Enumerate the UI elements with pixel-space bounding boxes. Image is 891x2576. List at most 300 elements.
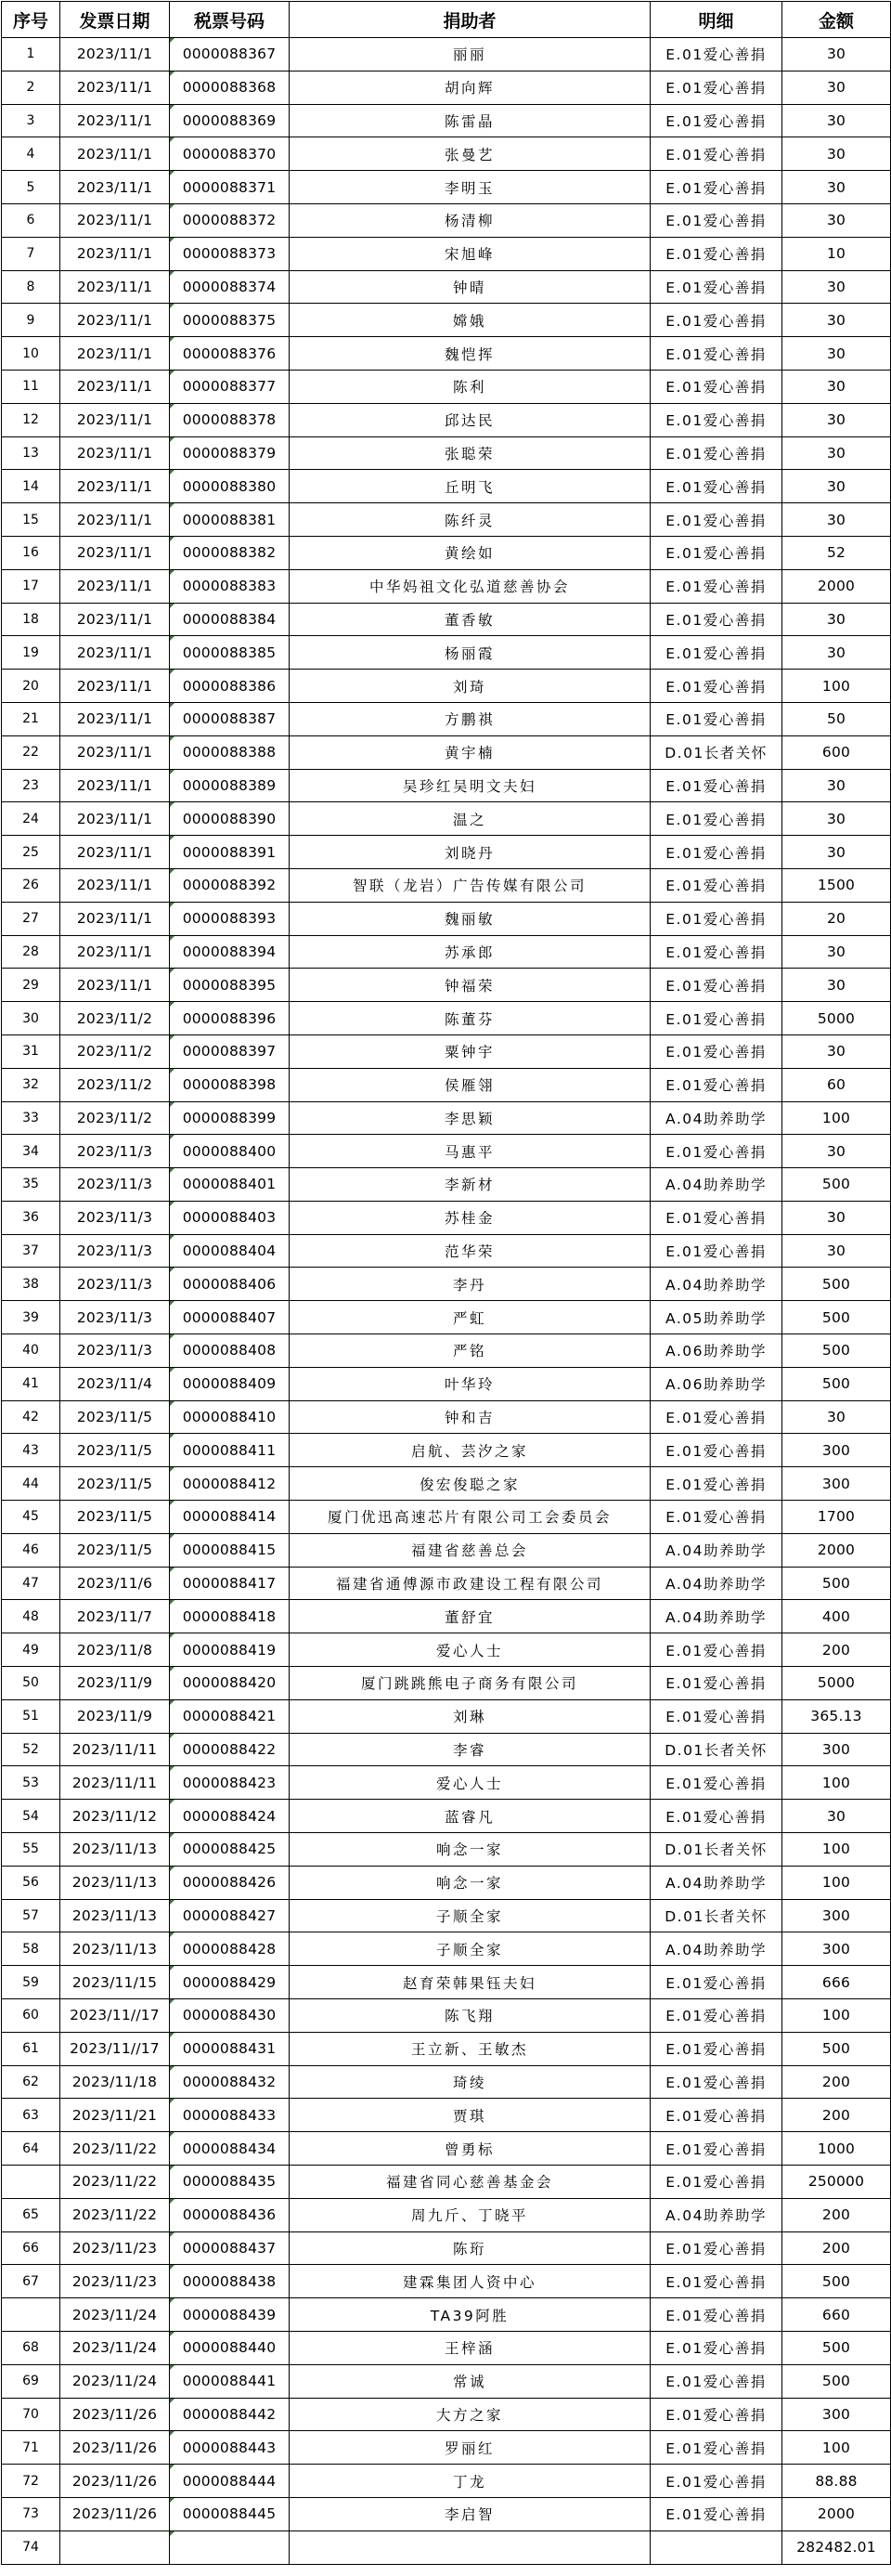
header-amount: 金额 xyxy=(782,2,891,38)
cell-date: 2023/11/11 xyxy=(60,1766,170,1800)
table-row xyxy=(2,1932,891,1966)
cell-donor: 吴珍红吴明文夫妇 xyxy=(290,769,651,802)
cell-date: 2023/11/2 xyxy=(60,1101,170,1135)
cell-donor: 粟钟宇 xyxy=(290,1034,651,1068)
cell-invoice-no: 0000088409 xyxy=(170,1367,290,1400)
cell-date: 2023/11/13 xyxy=(60,1932,170,1966)
cell-amount: 300 xyxy=(782,1434,891,1467)
table-row xyxy=(2,1301,891,1334)
cell-detail: E.01爱心善捐 xyxy=(651,403,782,436)
cell-seq: 10 xyxy=(2,337,60,371)
cell-donor: 张曼艺 xyxy=(290,137,651,171)
cell-detail: E.01爱心善捐 xyxy=(651,2331,782,2364)
cell-amount: 20 xyxy=(782,902,891,935)
cell-seq: 26 xyxy=(2,868,60,902)
cell-amount: 30 xyxy=(782,104,891,137)
cell-invoice-no: 0000088429 xyxy=(170,1966,290,1999)
cell-invoice-no: 0000088431 xyxy=(170,2032,290,2065)
cell-seq: 12 xyxy=(2,403,60,436)
cell-detail: E.01爱心善捐 xyxy=(651,1467,782,1501)
cell-donor: 范华荣 xyxy=(290,1234,651,1268)
cell-donor: 俊宏俊聪之家 xyxy=(290,1467,651,1501)
cell-detail: E.01爱心善捐 xyxy=(651,38,782,72)
cell-amount: 660 xyxy=(782,2298,891,2332)
cell-amount: 30 xyxy=(782,403,891,436)
cell-seq: 4 xyxy=(2,137,60,171)
cell-date: 2023/11/1 xyxy=(60,71,170,104)
cell-detail: E.01爱心善捐 xyxy=(651,2497,782,2530)
cell-amount: 200 xyxy=(782,2231,891,2265)
cell-donor: 中华妈祖文化弘道慈善协会 xyxy=(290,569,651,603)
cell-date: 2023/11/15 xyxy=(60,1966,170,1999)
cell-invoice-no: 0000088441 xyxy=(170,2364,290,2398)
header-date: 发票日期 xyxy=(60,2,170,38)
table-row xyxy=(2,2298,891,2332)
cell-seq: 9 xyxy=(2,304,60,337)
cell-invoice-no: 0000088403 xyxy=(170,1201,290,1234)
table-row xyxy=(2,1866,891,1899)
cell-donor: TA39阿胜 xyxy=(290,2298,651,2332)
table-row xyxy=(2,470,891,503)
cell-invoice-no: 0000088444 xyxy=(170,2465,290,2498)
table-row xyxy=(2,1168,891,1202)
cell-seq: 8 xyxy=(2,270,60,304)
cell-invoice-no: 0000088371 xyxy=(170,171,290,204)
cell-seq: 41 xyxy=(2,1367,60,1400)
cell-seq: 16 xyxy=(2,536,60,569)
cell-amount: 100 xyxy=(782,1866,891,1899)
cell-date: 2023/11/24 xyxy=(60,2331,170,2364)
cell-seq: 40 xyxy=(2,1334,60,1368)
cell-amount: 2000 xyxy=(782,2497,891,2530)
cell-date: 2023/11/5 xyxy=(60,1501,170,1534)
cell-date: 2023/11//17 xyxy=(60,2032,170,2065)
table-row xyxy=(2,2465,891,2498)
cell-donor: 胡向辉 xyxy=(290,71,651,104)
cell-detail: A.05助养助学 xyxy=(651,1301,782,1334)
cell-detail: E.01爱心善捐 xyxy=(651,1234,782,1268)
cell-donor: 启航、芸汐之家 xyxy=(290,1434,651,1467)
cell-detail: E.01爱心善捐 xyxy=(651,1201,782,1234)
cell-amount: 100 xyxy=(782,670,891,703)
cell-invoice-no: 0000088369 xyxy=(170,104,290,137)
cell-seq: 36 xyxy=(2,1201,60,1234)
cell-amount: 30 xyxy=(782,503,891,537)
table-row xyxy=(2,2198,891,2231)
cell-seq: 53 xyxy=(2,1766,60,1800)
cell-date: 2023/11/8 xyxy=(60,1633,170,1667)
header-invoice-no: 税票号码 xyxy=(170,2,290,38)
cell-invoice-no: 0000088432 xyxy=(170,2065,290,2099)
cell-seq: 28 xyxy=(2,935,60,969)
cell-detail: E.01爱心善捐 xyxy=(651,171,782,204)
cell-donor: 智联（龙岩）广告传媒有限公司 xyxy=(290,868,651,902)
cell-seq: 22 xyxy=(2,735,60,769)
cell-donor: 丘明飞 xyxy=(290,470,651,503)
cell-seq: 46 xyxy=(2,1533,60,1567)
cell-invoice-no: 0000088436 xyxy=(170,2198,290,2231)
cell-donor: 魏恺挥 xyxy=(290,337,651,371)
cell-detail: E.01爱心善捐 xyxy=(651,2431,782,2465)
cell-amount: 30 xyxy=(782,1400,891,1434)
cell-donor: 邱达民 xyxy=(290,403,651,436)
cell-seq: 18 xyxy=(2,603,60,636)
cell-amount: 500 xyxy=(782,1334,891,1368)
cell-amount: 30 xyxy=(782,603,891,636)
table-row xyxy=(2,1467,891,1501)
cell-detail: E.01爱心善捐 xyxy=(651,337,782,371)
cell-invoice-no: 0000088440 xyxy=(170,2331,290,2364)
cell-date: 2023/11/1 xyxy=(60,836,170,869)
cell-date: 2023/11/3 xyxy=(60,1268,170,1301)
cell-seq: 32 xyxy=(2,1068,60,1101)
table-row xyxy=(2,1400,891,1434)
table-row xyxy=(2,702,891,735)
cell-detail: E.01爱心善捐 xyxy=(651,1135,782,1168)
cell-seq: 35 xyxy=(2,1168,60,1202)
cell-invoice-no: 0000088390 xyxy=(170,802,290,836)
cell-seq: 71 xyxy=(2,2431,60,2465)
cell-date: 2023/11/1 xyxy=(60,370,170,403)
cell-invoice-no: 0000088435 xyxy=(170,2166,290,2199)
table-row xyxy=(2,636,891,670)
cell-amount: 500 xyxy=(782,1567,891,1600)
cell-donor: 琦绫 xyxy=(290,2065,651,2099)
cell-invoice-no: 0000088407 xyxy=(170,1301,290,1334)
cell-seq: 24 xyxy=(2,802,60,836)
cell-donor: 赵育荣韩果钰夫妇 xyxy=(290,1966,651,1999)
cell-seq: 1 xyxy=(2,38,60,72)
cell-donor: 贾琪 xyxy=(290,2099,651,2132)
cell-date xyxy=(60,2530,170,2564)
table-row xyxy=(2,1567,891,1600)
cell-amount: 300 xyxy=(782,1932,891,1966)
cell-date: 2023/11/3 xyxy=(60,1334,170,1368)
table-row xyxy=(2,1533,891,1567)
cell-amount: 100 xyxy=(782,1766,891,1800)
cell-donor: 蓝睿凡 xyxy=(290,1800,651,1833)
cell-detail: E.01爱心善捐 xyxy=(651,270,782,304)
cell-seq: 54 xyxy=(2,1800,60,1833)
cell-detail: E.01爱心善捐 xyxy=(651,1633,782,1667)
cell-invoice-no: 0000088400 xyxy=(170,1135,290,1168)
table-row xyxy=(2,569,891,603)
cell-detail: E.01爱心善捐 xyxy=(651,304,782,337)
table-row xyxy=(2,1101,891,1135)
cell-amount: 50 xyxy=(782,702,891,735)
cell-donor: 李明玉 xyxy=(290,171,651,204)
cell-date: 2023/11/9 xyxy=(60,1699,170,1733)
table-row xyxy=(2,802,891,836)
table-row xyxy=(2,503,891,537)
cell-seq: 14 xyxy=(2,470,60,503)
cell-invoice-no: 0000088426 xyxy=(170,1866,290,1899)
table-row xyxy=(2,1633,891,1667)
cell-amount: 30 xyxy=(782,1135,891,1168)
table-row xyxy=(2,1999,891,2033)
cell-date: 2023/11/3 xyxy=(60,1234,170,1268)
cell-seq: 62 xyxy=(2,2065,60,2099)
cell-amount: 5000 xyxy=(782,1002,891,1035)
cell-detail: A.04助养助学 xyxy=(651,1168,782,1202)
cell-donor: 大方之家 xyxy=(290,2398,651,2431)
cell-seq: 69 xyxy=(2,2364,60,2398)
cell-detail: E.01爱心善捐 xyxy=(651,1068,782,1101)
donation-table xyxy=(1,1,891,2565)
table-row xyxy=(2,436,891,470)
table-row xyxy=(2,2265,891,2298)
cell-invoice-no: 0000088410 xyxy=(170,1400,290,1434)
cell-date: 2023/11/24 xyxy=(60,2364,170,2398)
cell-detail: A.04助养助学 xyxy=(651,1101,782,1135)
table-row xyxy=(2,2331,891,2364)
cell-donor: 魏丽敏 xyxy=(290,902,651,935)
cell-amount: 52 xyxy=(782,536,891,569)
cell-donor: 福建省同心慈善基金会 xyxy=(290,2166,651,2199)
table-row xyxy=(2,1833,891,1867)
header-donor: 捐助者 xyxy=(290,2,651,38)
cell-date: 2023/11/13 xyxy=(60,1833,170,1867)
cell-amount: 500 xyxy=(782,1367,891,1400)
cell-amount: 30 xyxy=(782,171,891,204)
cell-amount: 200 xyxy=(782,1633,891,1667)
cell-invoice-no: 0000088419 xyxy=(170,1633,290,1667)
cell-detail: E.01爱心善捐 xyxy=(651,702,782,735)
cell-seq: 21 xyxy=(2,702,60,735)
cell-amount: 300 xyxy=(782,1733,891,1766)
cell-date: 2023/11/22 xyxy=(60,2198,170,2231)
cell-amount: 30 xyxy=(782,636,891,670)
cell-invoice-no: 0000088401 xyxy=(170,1168,290,1202)
table-row xyxy=(2,1002,891,1035)
cell-donor: 子顺全家 xyxy=(290,1899,651,1932)
table-row xyxy=(2,304,891,337)
cell-seq: 44 xyxy=(2,1467,60,1501)
cell-amount: 1500 xyxy=(782,868,891,902)
cell-date: 2023/11/5 xyxy=(60,1434,170,1467)
cell-invoice-no: 0000088434 xyxy=(170,2132,290,2166)
cell-donor: 宋旭峰 xyxy=(290,237,651,270)
cell-date: 2023/11/1 xyxy=(60,104,170,137)
table-row xyxy=(2,137,891,171)
cell-donor: 陈雷晶 xyxy=(290,104,651,137)
cell-seq: 25 xyxy=(2,836,60,869)
table-row xyxy=(2,969,891,1002)
table-row xyxy=(2,2497,891,2530)
cell-seq: 17 xyxy=(2,569,60,603)
table-row xyxy=(2,1899,891,1932)
cell-amount: 200 xyxy=(782,2099,891,2132)
cell-date: 2023/11/1 xyxy=(60,270,170,304)
cell-amount: 1700 xyxy=(782,1501,891,1534)
cell-amount: 600 xyxy=(782,735,891,769)
cell-seq: 7 xyxy=(2,237,60,270)
cell-amount: 30 xyxy=(782,1234,891,1268)
table-row xyxy=(2,868,891,902)
cell-donor: 钟福荣 xyxy=(290,969,651,1002)
cell-amount: 30 xyxy=(782,137,891,171)
table-row xyxy=(2,902,891,935)
cell-detail: E.01爱心善捐 xyxy=(651,2398,782,2431)
cell-date: 2023/11/3 xyxy=(60,1135,170,1168)
cell-invoice-no: 0000088439 xyxy=(170,2298,290,2332)
cell-donor: 李启智 xyxy=(290,2497,651,2530)
table-row xyxy=(2,836,891,869)
cell-seq: 73 xyxy=(2,2497,60,2530)
cell-amount: 30 xyxy=(782,370,891,403)
cell-amount: 500 xyxy=(782,2032,891,2065)
cell-seq: 19 xyxy=(2,636,60,670)
cell-seq: 20 xyxy=(2,670,60,703)
cell-detail: E.01爱心善捐 xyxy=(651,203,782,237)
cell-date: 2023/11/1 xyxy=(60,969,170,1002)
cell-amount: 30 xyxy=(782,969,891,1002)
cell-invoice-no: 0000088386 xyxy=(170,670,290,703)
cell-invoice-no: 0000088445 xyxy=(170,2497,290,2530)
cell-detail: E.01爱心善捐 xyxy=(651,1966,782,1999)
cell-detail: A.04助养助学 xyxy=(651,2198,782,2231)
cell-detail: E.01爱心善捐 xyxy=(651,636,782,670)
cell-date: 2023/11/1 xyxy=(60,603,170,636)
cell-date: 2023/11/3 xyxy=(60,1168,170,1202)
cell-amount: 300 xyxy=(782,1899,891,1932)
table-row xyxy=(2,2032,891,2065)
cell-amount: 60 xyxy=(782,1068,891,1101)
cell-date: 2023/11/1 xyxy=(60,337,170,371)
cell-seq: 39 xyxy=(2,1301,60,1334)
cell-donor: 董香敏 xyxy=(290,603,651,636)
table-row xyxy=(2,1201,891,1234)
cell-donor: 温之 xyxy=(290,802,651,836)
table-row xyxy=(2,403,891,436)
cell-date: 2023/11/1 xyxy=(60,902,170,935)
cell-amount: 30 xyxy=(782,769,891,802)
cell-date: 2023/11/24 xyxy=(60,2298,170,2332)
cell-donor: 丽丽 xyxy=(290,38,651,72)
cell-donor: 厦门跳跳熊电子商务有限公司 xyxy=(290,1667,651,1700)
table-row xyxy=(2,1733,891,1766)
cell-invoice-no: 0000088375 xyxy=(170,304,290,337)
cell-donor: 钟和吉 xyxy=(290,1400,651,1434)
cell-seq: 64 xyxy=(2,2132,60,2166)
cell-invoice-no: 0000088372 xyxy=(170,203,290,237)
cell-donor: 杨清柳 xyxy=(290,203,651,237)
cell-date: 2023/11/5 xyxy=(60,1400,170,1434)
cell-invoice-no: 0000088389 xyxy=(170,769,290,802)
cell-donor: 侯雁翎 xyxy=(290,1068,651,1101)
cell-invoice-no: 0000088442 xyxy=(170,2398,290,2431)
cell-invoice-no: 0000088391 xyxy=(170,836,290,869)
cell-donor: 厦门优迅高速芯片有限公司工会委员会 xyxy=(290,1501,651,1534)
cell-invoice-no: 0000088398 xyxy=(170,1068,290,1101)
cell-seq: 66 xyxy=(2,2231,60,2265)
table-row xyxy=(2,769,891,802)
cell-seq: 34 xyxy=(2,1135,60,1168)
cell-amount: 30 xyxy=(782,270,891,304)
cell-date: 2023/11/23 xyxy=(60,2265,170,2298)
cell-detail: E.01爱心善捐 xyxy=(651,2265,782,2298)
table-row xyxy=(2,1501,891,1534)
cell-amount: 500 xyxy=(782,2364,891,2398)
cell-date: 2023/11/22 xyxy=(60,2166,170,2199)
cell-seq: 57 xyxy=(2,1899,60,1932)
table-row xyxy=(2,38,891,72)
table-row xyxy=(2,1667,891,1700)
cell-invoice-no: 0000088421 xyxy=(170,1699,290,1733)
cell-amount: 30 xyxy=(782,71,891,104)
header-detail: 明细 xyxy=(651,2,782,38)
cell-donor: 子顺全家 xyxy=(290,1932,651,1966)
cell-detail: A.04助养助学 xyxy=(651,1268,782,1301)
cell-seq: 3 xyxy=(2,104,60,137)
cell-date: 2023/11/4 xyxy=(60,1367,170,1400)
cell-detail: E.01爱心善捐 xyxy=(651,2132,782,2166)
cell-date: 2023/11/1 xyxy=(60,503,170,537)
cell-seq: 58 xyxy=(2,1932,60,1966)
table-row xyxy=(2,1367,891,1400)
cell-date: 2023/11/26 xyxy=(60,2398,170,2431)
cell-date: 2023/11/21 xyxy=(60,2099,170,2132)
cell-invoice-no: 0000088417 xyxy=(170,1567,290,1600)
cell-date: 2023/11/1 xyxy=(60,802,170,836)
cell-invoice-no: 0000088412 xyxy=(170,1467,290,1501)
cell-donor: 周九斤、丁晓平 xyxy=(290,2198,651,2231)
cell-invoice-no: 0000088388 xyxy=(170,735,290,769)
cell-donor: 曾勇标 xyxy=(290,2132,651,2166)
cell-detail: E.01爱心善捐 xyxy=(651,1501,782,1534)
cell-amount: 500 xyxy=(782,2331,891,2364)
cell-seq: 27 xyxy=(2,902,60,935)
table-row xyxy=(2,270,891,304)
cell-amount: 200 xyxy=(782,2198,891,2231)
header-seq: 序号 xyxy=(2,2,60,38)
cell-invoice-no: 0000088433 xyxy=(170,2099,290,2132)
cell-amount: 30 xyxy=(782,802,891,836)
table-row xyxy=(2,2530,891,2564)
cell-donor: 李思颖 xyxy=(290,1101,651,1135)
cell-detail: E.01爱心善捐 xyxy=(651,104,782,137)
cell-date: 2023/11/26 xyxy=(60,2431,170,2465)
cell-donor: 福建省通傅源市政建设工程有限公司 xyxy=(290,1567,651,1600)
table-row xyxy=(2,71,891,104)
cell-invoice-no: 0000088392 xyxy=(170,868,290,902)
cell-donor xyxy=(290,2530,651,2564)
cell-invoice-no: 0000088381 xyxy=(170,503,290,537)
cell-donor: 李睿 xyxy=(290,1733,651,1766)
cell-seq: 63 xyxy=(2,2099,60,2132)
cell-donor: 陈纤灵 xyxy=(290,503,651,537)
cell-detail: E.01爱心善捐 xyxy=(651,503,782,537)
cell-seq: 61 xyxy=(2,2032,60,2065)
cell-donor: 严虹 xyxy=(290,1301,651,1334)
table-row xyxy=(2,1966,891,1999)
cell-invoice-no: 0000088437 xyxy=(170,2231,290,2265)
cell-amount: 30 xyxy=(782,935,891,969)
cell-date: 2023/11/1 xyxy=(60,137,170,171)
table-row xyxy=(2,2132,891,2166)
cell-amount: 30 xyxy=(782,304,891,337)
cell-date: 2023/11/1 xyxy=(60,403,170,436)
cell-donor: 李新材 xyxy=(290,1168,651,1202)
cell-seq: 72 xyxy=(2,2465,60,2498)
cell-detail: E.01爱心善捐 xyxy=(651,2298,782,2332)
cell-detail: E.01爱心善捐 xyxy=(651,436,782,470)
cell-date: 2023/11/1 xyxy=(60,38,170,72)
cell-date: 2023/11//17 xyxy=(60,1999,170,2033)
cell-invoice-no: 0000088382 xyxy=(170,536,290,569)
cell-date: 2023/11/22 xyxy=(60,2132,170,2166)
table-row xyxy=(2,603,891,636)
